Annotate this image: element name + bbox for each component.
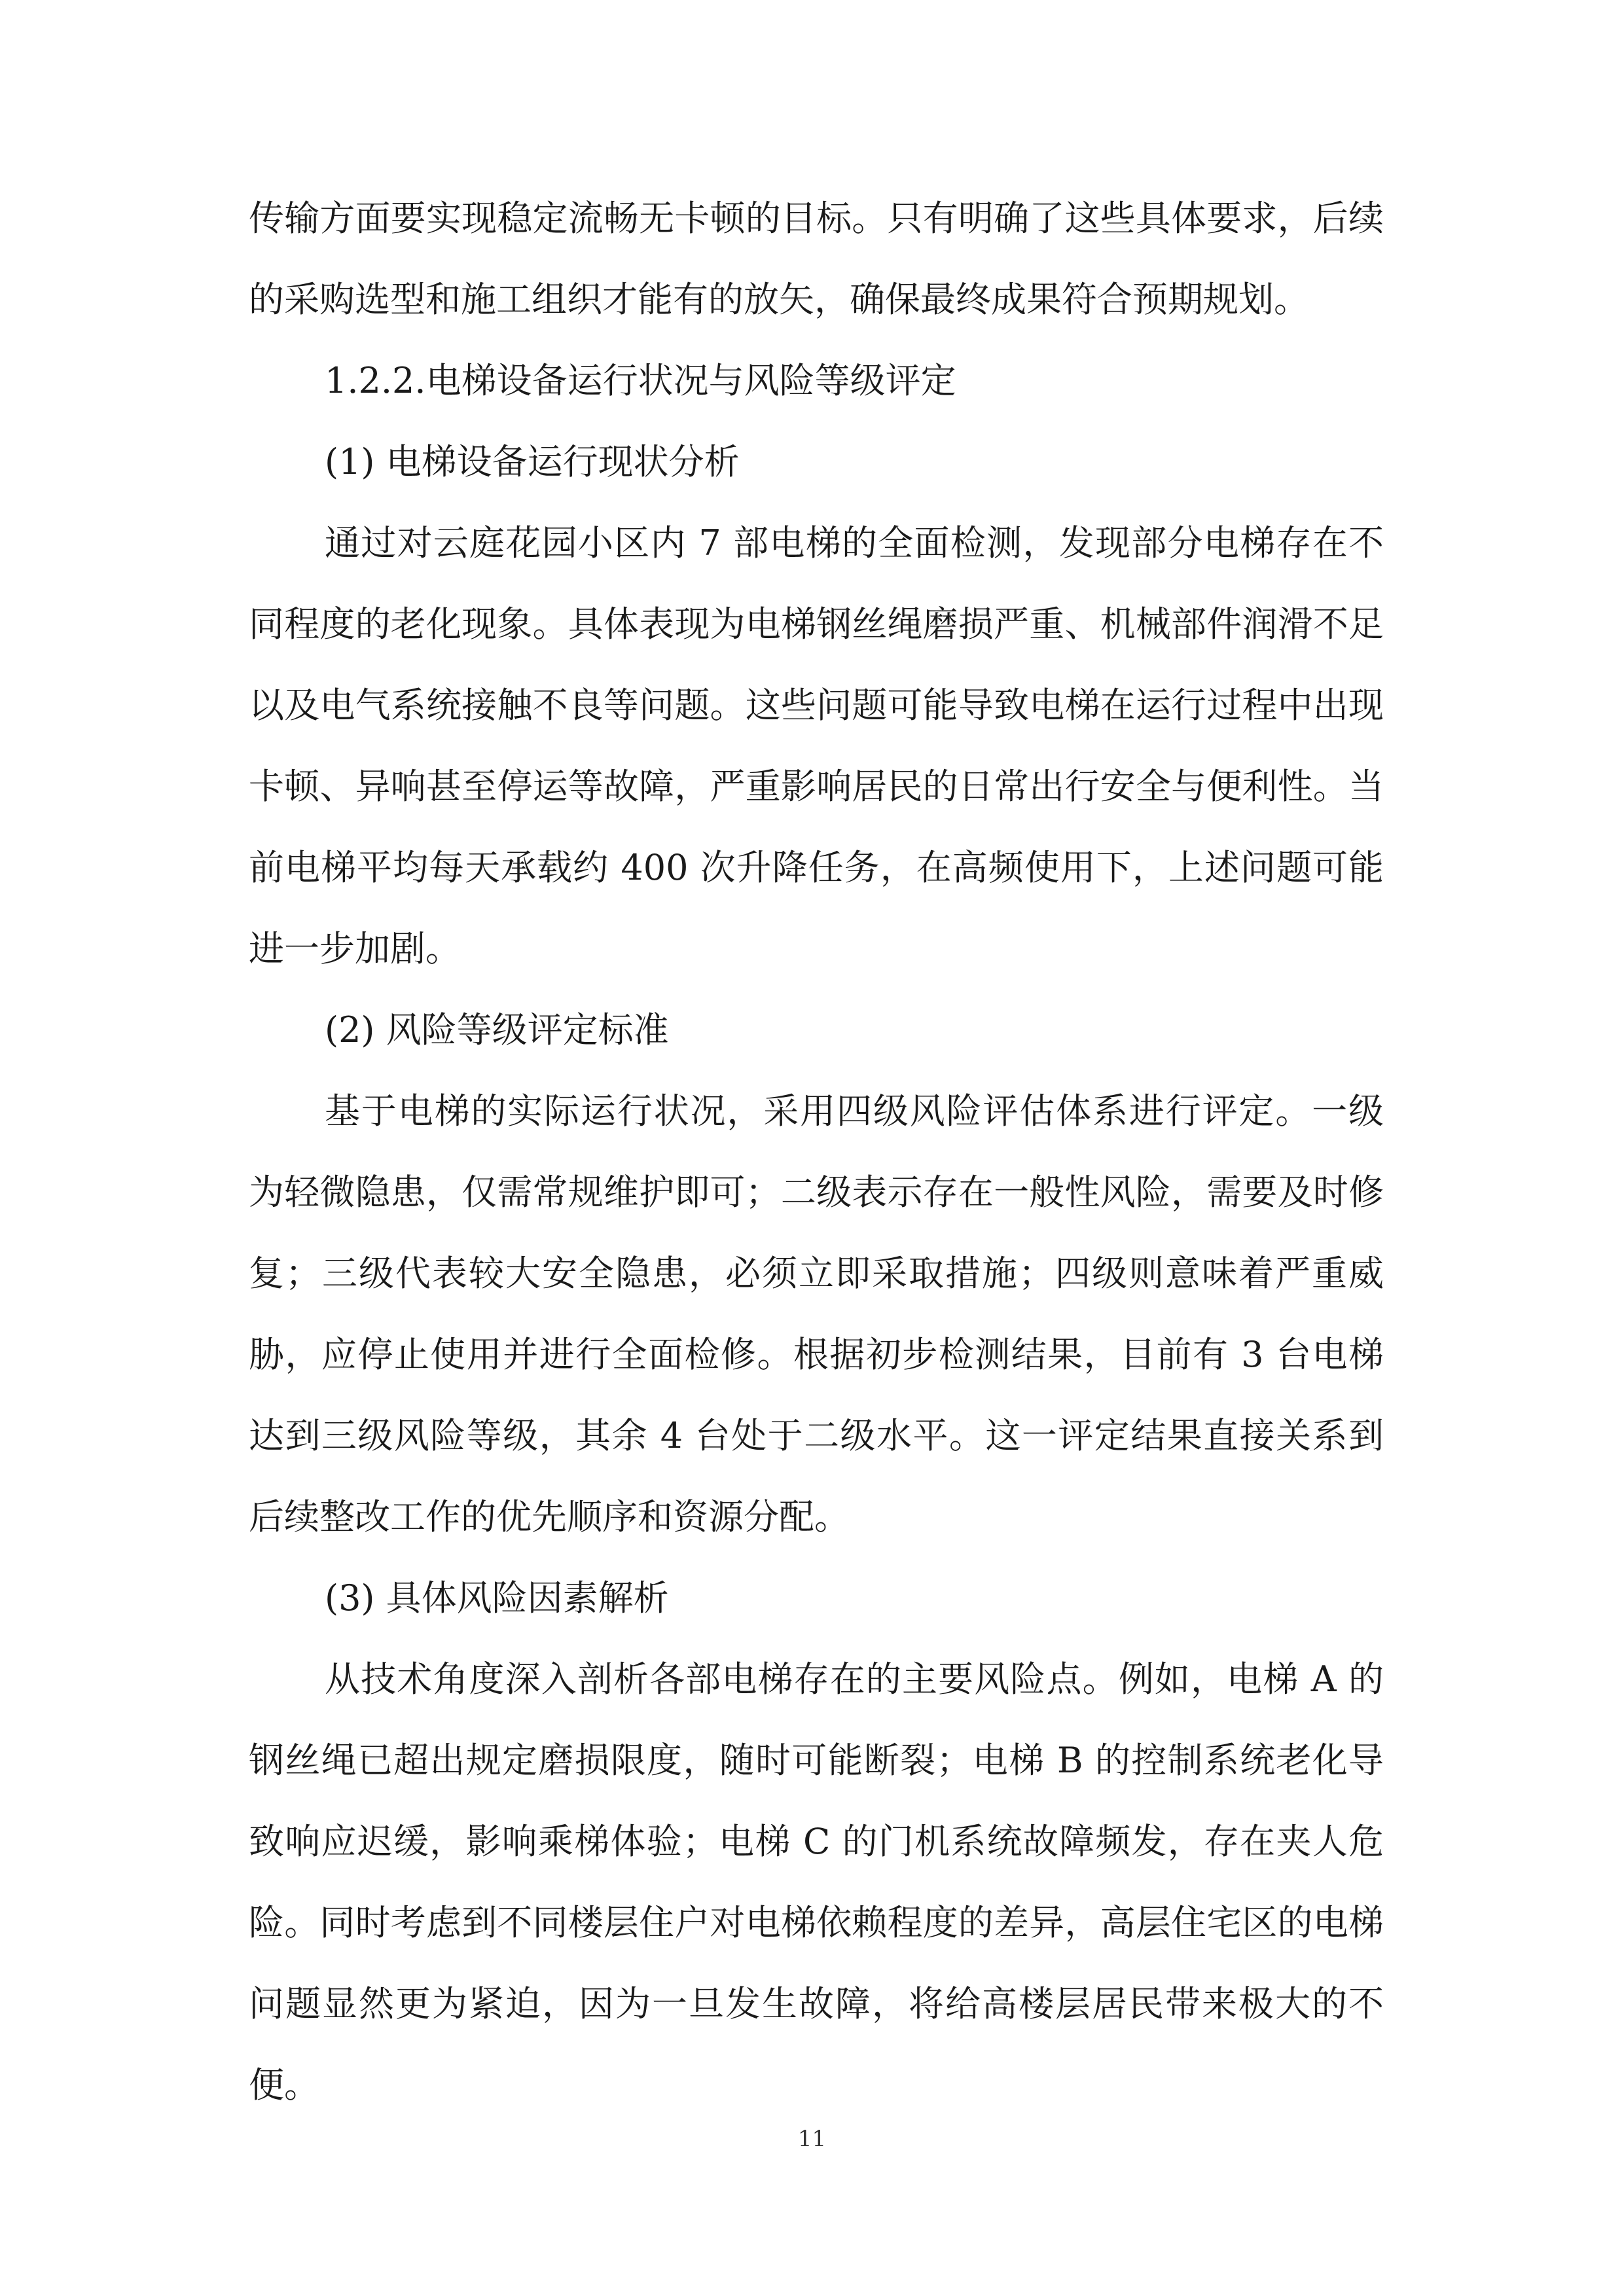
page-number: 11 bbox=[797, 2126, 827, 2152]
section-heading-1-2-2: 1.2.2.电梯设备运行状况与风险等级评定 bbox=[325, 360, 956, 401]
document-body bbox=[249, 178, 1384, 2126]
subheading-1: (1) 电梯设备运行现状分析 bbox=[325, 441, 740, 482]
paragraph-status-analysis: 通过对云庭花园小区内 7 部电梯的全面检测，发现部分电梯存在不同程度的老化现象。具体表现为电梯钢丝绳磨损严重、机械部件润滑不足以及电气系统接触不良等问题。这些问题可能导致电梯在运行过程中出现卡顿、异响甚至停运等故障，严重影响居民的日常出行安全与便利性。当前电梯平均每天承载约 400 次升降任务，在高频使用下，上述问题可能进一步加剧。 bbox=[249, 522, 1384, 969]
paragraph-risk-criteria: 基于电梯的实际运行状况，采用四级风险评估体系进行评定。一级为轻微隐患，仅需常规维护即可；二级表示存在一般性风险，需要及时修复；三级代表较大安全隐患，必须立即采取措施；四级则意味着严重威胁，应停止使用并进行全面检修。根据初步检测结果，目前有 3 台电梯达到三级风险等级，其余 4 台处于二级水平。这一评定结果直接关系到后续整改工作的优先顺序和资源分配。 bbox=[249, 1090, 1384, 1537]
subheading-2: (2) 风险等级评定标准 bbox=[325, 1009, 669, 1050]
paragraph-risk-factors: 从技术角度深入剖析各部电梯存在的主要风险点。例如，电梯 A 的钢丝绳已超出规定磨损限度，随时可能断裂；电梯 B 的控制系统老化导致响应迟缓，影响乘梯体验；电梯 C 的门机系统故障频发，存在夹人危险。同时考虑到不同楼层住户对电梯依赖程度的差异，高层住宅区的电梯问题显然更为紧迫，因为一旦发生故障，将给高楼层居民带来极大的不便。 bbox=[249, 1659, 1384, 2106]
subheading-3: (3) 具体风险因素解析 bbox=[325, 1577, 669, 1619]
paragraph-continuation: 传输方面要实现稳定流畅无卡顿的目标。只有明确了这些具体要求，后续的采购选型和施工组织才能有的放矢，确保最终成果符合预期规划。 bbox=[249, 198, 1384, 320]
